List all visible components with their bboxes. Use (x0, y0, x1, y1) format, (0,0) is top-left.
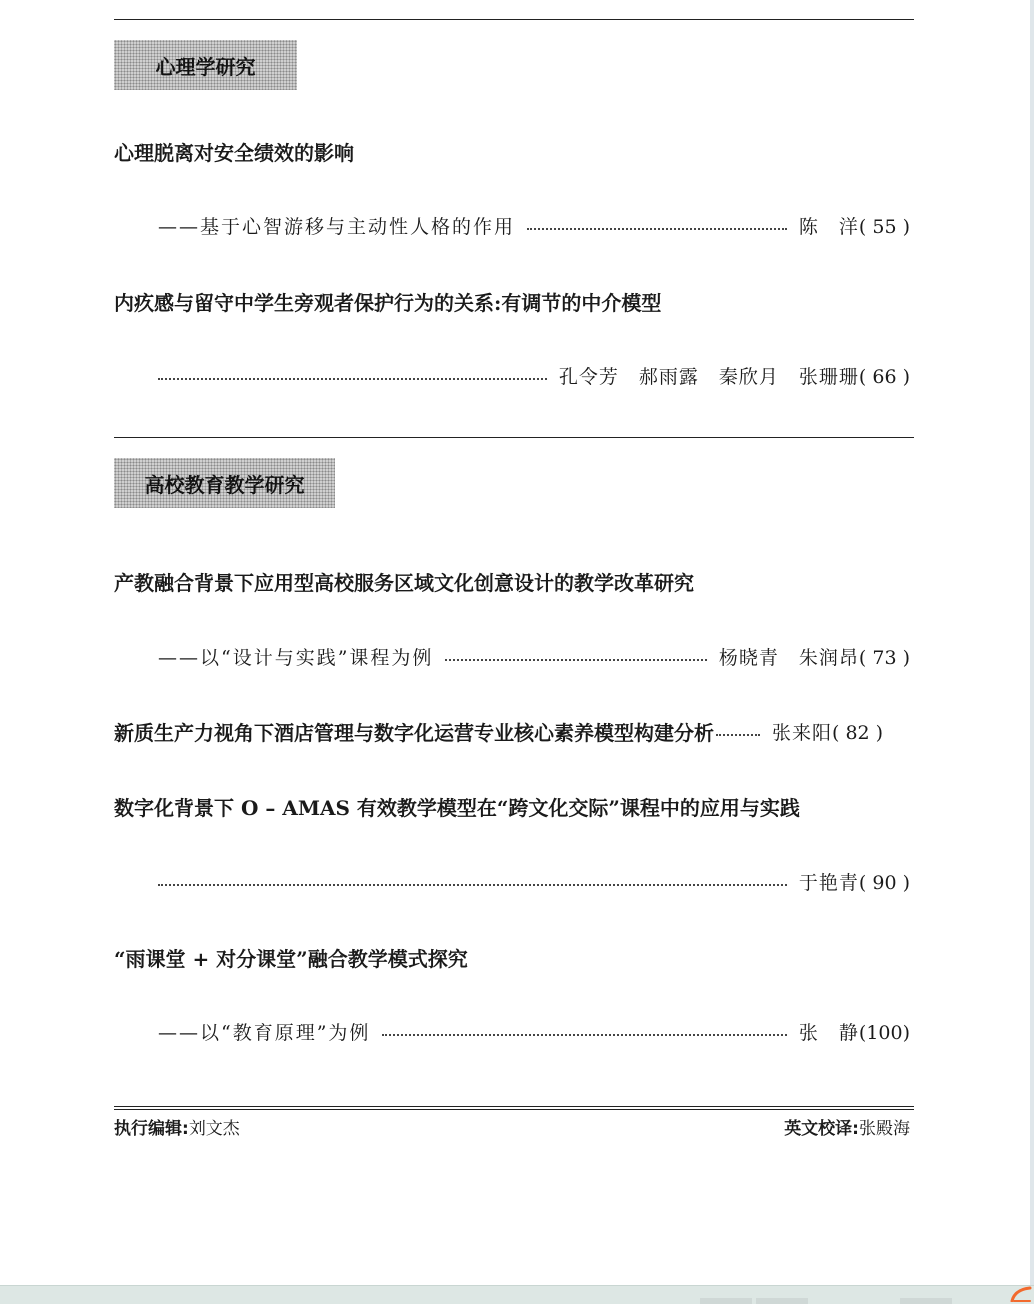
viewer-right-edge (1030, 0, 1034, 1304)
leader-dots (382, 1034, 786, 1036)
section-heading-text: 心理学研究 (155, 54, 256, 79)
editor-name: 刘文杰 (188, 1119, 240, 1139)
article-page: ( 55 ) (858, 216, 910, 238)
article-authors: 陈 洋 (798, 216, 859, 238)
article-entry-line[interactable] (158, 364, 910, 390)
editor-label: 执行编辑: (114, 1119, 189, 1139)
article-authors: 杨晓青 朱润昂 (718, 647, 859, 669)
article-title[interactable]: 产教融合背景下应用型高校服务区域文化创意设计的教学改革研究 (114, 571, 694, 595)
section-heading-psychology (114, 40, 297, 90)
leader-dots (445, 659, 706, 661)
article-entry-line[interactable] (158, 645, 910, 671)
translator-name: 张殿海 (859, 1119, 910, 1139)
section-divider (114, 437, 914, 438)
footer-rule (114, 1106, 914, 1107)
toolbar-segment (700, 1298, 752, 1304)
article-title: 新质生产力视角下酒店管理与数字化运营专业核心素养模型构建分析 (114, 721, 714, 745)
toolbar-segment (756, 1298, 808, 1304)
leader-dots (158, 378, 547, 380)
section-heading-text: 高校教育教学研究 (144, 472, 305, 497)
article-title[interactable]: 心理脱离对安全绩效的影响 (114, 141, 354, 165)
leader-dots (716, 734, 760, 736)
translator-label: 英文校译: (784, 1119, 859, 1139)
article-authors: 张来阳 (772, 722, 833, 744)
article-subtitle: ——基于心智游移与主动性人格的作用 (158, 216, 516, 238)
article-title[interactable]: “雨课堂 + 对分课堂”融合教学模式探究 (114, 947, 468, 971)
article-authors: 于艳青 (798, 872, 859, 894)
article-title[interactable]: 数字化背景下 O – AMAS 有效教学模型在“跨文化交际”课程中的应用与实践 (114, 796, 800, 820)
article-title[interactable]: 内疚感与留守中学生旁观者保护行为的关系:有调节的中介模型 (114, 291, 662, 315)
article-subtitle: ——以“教育原理”为例 (158, 1022, 371, 1044)
toolbar-segment (900, 1298, 952, 1304)
viewer-corner-icon[interactable] (1010, 1286, 1032, 1302)
viewer-bottom-bar (0, 1285, 1034, 1304)
article-subtitle: ——以“设计与实践”课程为例 (158, 647, 434, 669)
leader-dots (527, 228, 787, 230)
article-entry-line[interactable] (158, 870, 910, 896)
leader-dots (158, 884, 787, 886)
article-entry-line[interactable] (158, 1020, 910, 1046)
section-heading-higher-education (114, 458, 335, 508)
section-divider (114, 19, 914, 20)
article-authors: 孔令芳 郝雨露 秦欣月 张珊珊 (558, 366, 859, 388)
footer-translator (784, 1114, 910, 1139)
article-page: ( 90 ) (858, 872, 910, 894)
article-authors: 张 静 (798, 1022, 859, 1044)
article-page: ( 73 ) (858, 647, 910, 669)
article-page: (100) (858, 1022, 910, 1044)
article-entry-line[interactable] (114, 720, 910, 746)
footer-rule (114, 1109, 914, 1110)
article-page: ( 66 ) (858, 366, 910, 388)
article-entry-line[interactable] (158, 214, 910, 240)
footer-editor (114, 1114, 240, 1139)
article-page: ( 82 ) (832, 722, 884, 744)
